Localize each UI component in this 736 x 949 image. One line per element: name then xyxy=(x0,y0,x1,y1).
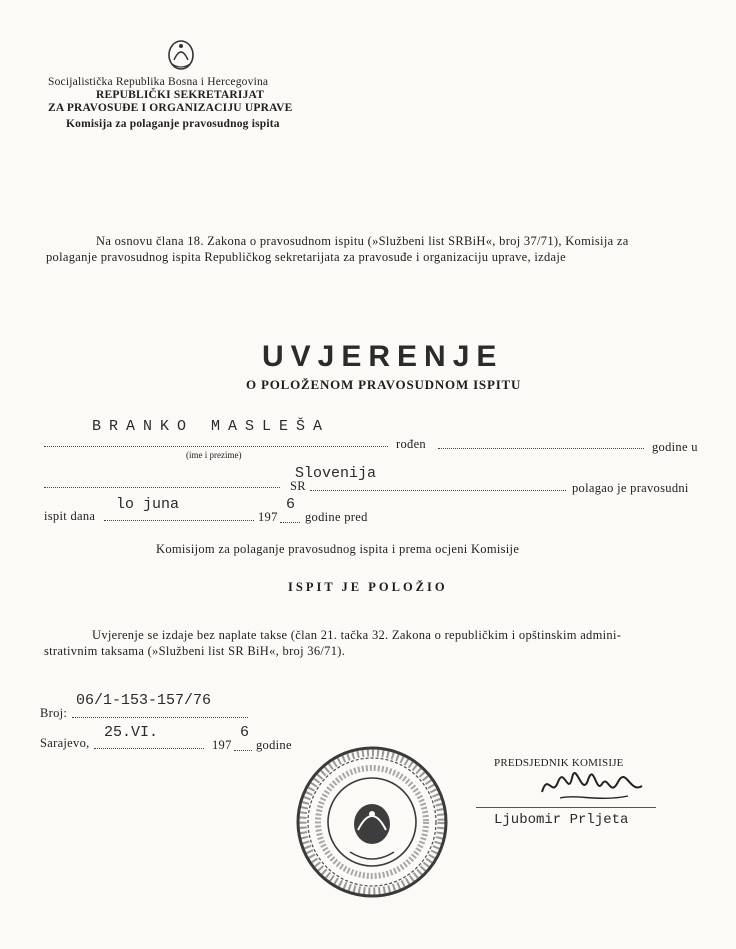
exam-year-prefix: 197 xyxy=(258,510,278,524)
issue-year-digit: 6 xyxy=(240,724,250,741)
place-label: Sarajevo, xyxy=(40,736,90,750)
exam-date-line xyxy=(104,520,254,521)
president-label: PREDSJEDNIK KOMISIJE xyxy=(494,757,624,769)
document-subtitle: O POLOŽENOM PRAVOSUDNOM ISPITU xyxy=(246,377,522,392)
issue-date-line xyxy=(94,748,204,749)
birthplace-line xyxy=(44,487,280,488)
broj-label: Broj: xyxy=(40,706,68,720)
name-caption: (ime i prezime) xyxy=(186,450,242,460)
president-name: Ljubomir Prljeta xyxy=(494,812,629,828)
name-value: BRANKO MASLEŠA xyxy=(92,418,331,435)
godine-u-label: godine u xyxy=(652,440,698,454)
republic-value: Slovenija xyxy=(295,465,377,482)
birth-date-line xyxy=(438,448,644,449)
intro-line-1: Na osnovu člana 18. Zakona o pravosudnom ispitu (»Službeni list SRBiH«, broj 37/71), Komisija za xyxy=(96,234,629,248)
exam-year-line xyxy=(280,522,300,523)
header-line-2: REPUBLIČKI SEKRETARIJAT xyxy=(96,89,265,101)
exam-year-digit: 6 xyxy=(286,496,296,513)
fee-note-line-2: strativnim taksama (»Službeni list SR BiH«, broj 36/71). xyxy=(44,644,346,658)
born-label: rođen xyxy=(396,437,426,451)
republic-line xyxy=(310,490,566,491)
broj-line xyxy=(72,717,248,718)
issue-year-prefix: 197 xyxy=(212,738,232,752)
fee-note-line-1: Uvjerenje se izdaje bez naplate takse (član 21. tačka 32. Zakona o republičkim i opštinskim admini- xyxy=(92,628,622,642)
polagao-label: polagao je pravosudni xyxy=(572,481,689,495)
official-stamp xyxy=(292,742,452,902)
header-line-3: ZA PRAVOSUĐE I ORGANIZACIJU UPRAVE xyxy=(48,102,293,114)
coat-of-arms-emblem xyxy=(166,38,196,72)
godine-pred-label: godine pred xyxy=(305,510,368,524)
signature-line xyxy=(476,807,656,808)
name-line xyxy=(44,446,388,447)
header-line-1: Socijalistička Republika Bosna i Hercegovina xyxy=(48,76,269,88)
exam-result: ISPIT JE POLOŽIO xyxy=(288,580,448,594)
broj-value: 06/1-153-157/76 xyxy=(76,692,212,709)
president-signature xyxy=(538,768,648,804)
sr-label: SR xyxy=(290,479,306,493)
exam-date-value: lo juna xyxy=(116,496,180,513)
godine-label: godine xyxy=(256,738,292,752)
commission-line: Komisijom za polaganje pravosudnog ispita i prema ocjeni Komisije xyxy=(156,542,520,556)
intro-line-2: polaganje pravosudnog ispita Republičkog sekretarijata za pravosuđe i organizaciju uprave, izdaje xyxy=(46,250,567,264)
issue-date-value: 25.VI. xyxy=(104,724,159,741)
issue-year-line xyxy=(234,750,252,751)
header-line-4: Komisija za polaganje pravosudnog ispita xyxy=(66,118,280,130)
document-title: UVJERENJE xyxy=(262,340,504,373)
ispit-dana-label: ispit dana xyxy=(44,509,96,523)
